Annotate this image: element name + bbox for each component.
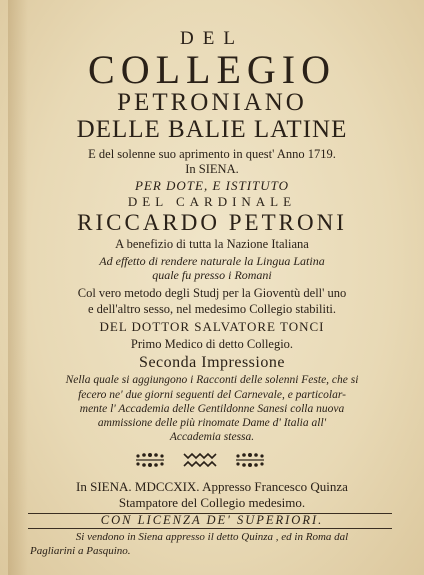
text-line: e dell'altro sesso, nel medesimo Collegio stabiliti. bbox=[87, 302, 337, 316]
text-line: quale fu presso i Romani bbox=[152, 268, 272, 282]
divider-rule bbox=[28, 528, 392, 529]
text-line: DEL CARDINALE bbox=[127, 194, 297, 209]
edition-line: Seconda Impressione bbox=[139, 354, 285, 371]
sale-line: Pagliarini a Pasquino. bbox=[30, 545, 131, 557]
license-line: CON LICENZA DE' SUPERIORI. bbox=[100, 513, 324, 527]
author-line: DEL DOTTOR SALVATORE TONCI bbox=[99, 319, 325, 334]
sale-line: Si vendono in Siena appresso il detto Quinza , ed in Roma dal bbox=[75, 531, 349, 543]
fleuron-row-icon bbox=[0, 448, 424, 472]
imprint-line: In SIENA. MDCCXIX. Appresso Francesco Quinza bbox=[76, 479, 348, 494]
title-line-balie-latine: DELLE BALIE LATINE bbox=[76, 116, 348, 143]
imprint-line: Stampatore del Collegio medesimo. bbox=[118, 495, 306, 510]
text-line: Nella quale si aggiungono i Racconti delle solenni Feste, che si bbox=[65, 374, 359, 386]
text-line: ammissione delle più rinomate Dame d' Italia all' bbox=[97, 417, 327, 429]
title-line-del: DEL bbox=[180, 28, 244, 49]
text-line: A benefizio di tutta la Nazione Italiana bbox=[115, 237, 309, 251]
title-line-petroniano: PETRONIANO bbox=[117, 89, 307, 116]
text-line: In SIENA. bbox=[185, 162, 239, 176]
text-line: Primo Medico di detto Collegio. bbox=[130, 337, 294, 351]
title-line-collegio: COLLEGIO bbox=[88, 47, 336, 92]
text-line: Col vero metodo degli Studj per la Gioventù dell' uno bbox=[77, 286, 347, 300]
text-line: fecero ne' due giorni seguenti del Carnevale, e particolar- bbox=[78, 389, 346, 401]
text-line: mente l' Accademia delle Gentildonne Sanesi colla nuova bbox=[79, 403, 345, 415]
text-line: Accademia stessa. bbox=[169, 431, 255, 443]
text-line: Ad effetto di rendere naturale la Lingua Latina bbox=[99, 254, 325, 268]
text-line: E del solenne suo aprimento in quest' Anno 1719. bbox=[88, 147, 336, 161]
cardinal-name: RICCARDO PETRONI bbox=[77, 210, 347, 235]
text-line: PER DOTE, E ISTITUTO bbox=[134, 178, 290, 193]
